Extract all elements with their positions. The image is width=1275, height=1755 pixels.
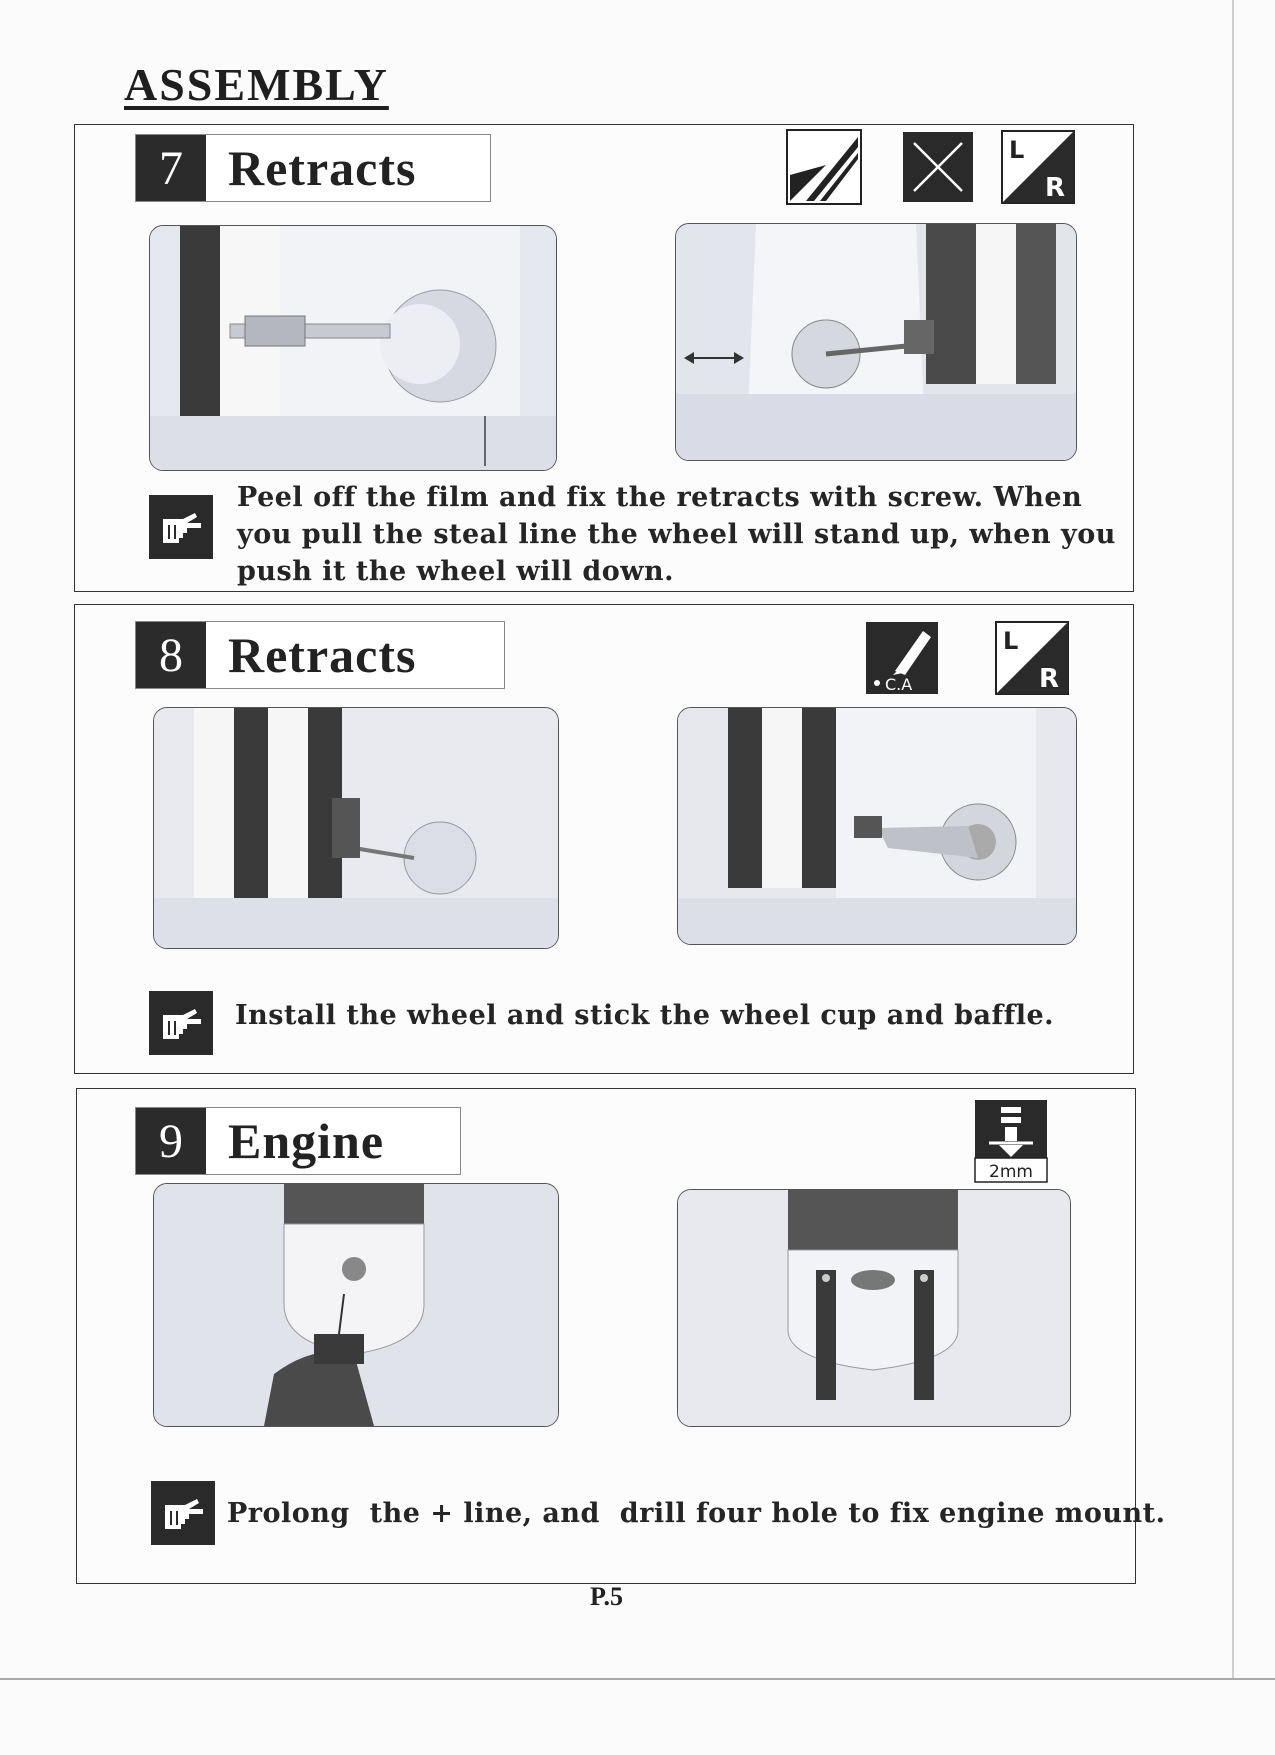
step-8-instruction: Install the wheel and stick the wheel cup and baffle. xyxy=(235,1000,1055,1031)
pointing-hand-icon xyxy=(149,991,213,1055)
left-right-icon xyxy=(995,621,1069,695)
step-7-photo-right xyxy=(675,223,1077,461)
pointing-hand-icon xyxy=(149,495,213,559)
page-edge-shadow xyxy=(1232,0,1234,1678)
step-7-header xyxy=(135,134,491,202)
step-8-photo-left xyxy=(153,707,559,949)
step-9-number: 9 xyxy=(136,1108,206,1174)
svg-text:L: L xyxy=(1009,136,1025,164)
step-7-photo-left xyxy=(149,225,557,471)
step-7-number: 7 xyxy=(136,135,206,201)
cut-film-icon xyxy=(786,129,862,205)
drill-bit-icon xyxy=(971,1099,1051,1183)
svg-text:L: L xyxy=(1003,627,1019,655)
cross-icon xyxy=(902,131,974,203)
step-8-title: Retracts xyxy=(228,627,417,683)
ca-glue-icon xyxy=(865,621,939,695)
svg-text:R: R xyxy=(1039,664,1060,694)
page-title: ASSEMBLY xyxy=(124,59,389,110)
step-8-section xyxy=(74,604,1134,1074)
step-9-photo-left xyxy=(153,1183,559,1427)
step-9-photo-right xyxy=(677,1189,1071,1427)
step-7-instruction: Peel off the film and fix the retracts with screw. When you pull the steal line the wheel will stand up, when you push it the wheel will down. xyxy=(237,482,1116,587)
step-9-instruction: Prolong the + line, and drill four hole to fix engine mount. xyxy=(227,1498,1166,1529)
step-8-photo-right xyxy=(677,707,1077,945)
step-9-section xyxy=(76,1088,1166,1584)
step-8-header xyxy=(135,621,505,689)
step-9-title: Engine xyxy=(228,1113,385,1169)
svg-text:R: R xyxy=(1045,173,1066,203)
pointing-hand-icon xyxy=(151,1481,215,1545)
step-9-header xyxy=(135,1107,461,1175)
step-8-number: 8 xyxy=(136,622,206,688)
svg-text:2mm: 2mm xyxy=(989,1162,1033,1182)
step-7-section xyxy=(74,124,1134,592)
step-7-title: Retracts xyxy=(228,140,417,196)
page-number: P.5 xyxy=(590,1582,623,1611)
page-bottom-edge xyxy=(0,1678,1275,1680)
svg-text:C.A: C.A xyxy=(885,675,913,694)
left-right-icon xyxy=(1001,130,1075,204)
